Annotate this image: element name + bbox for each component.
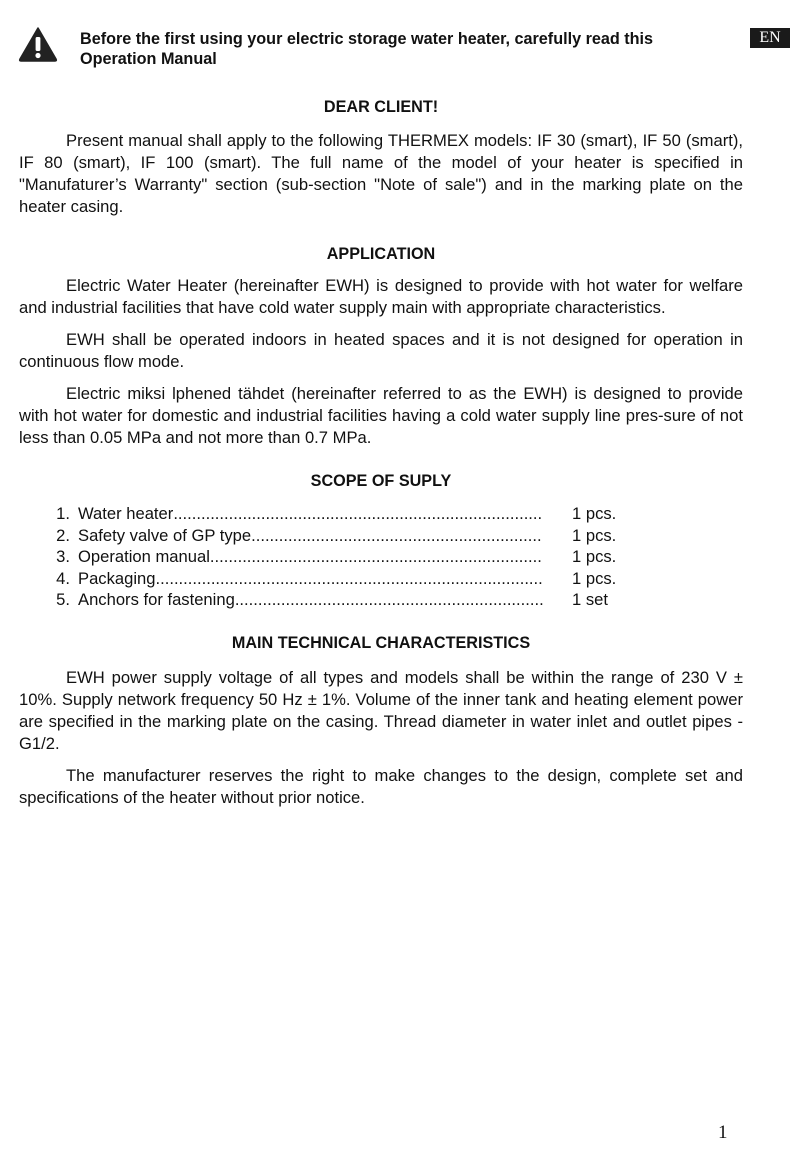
warning-triangle-icon <box>18 26 58 62</box>
leader-dots <box>235 589 543 611</box>
list-item-quantity: 1 pcs. <box>572 525 617 545</box>
leader-dots <box>251 525 543 547</box>
language-badge: EN <box>750 28 790 48</box>
list-item <box>19 525 743 547</box>
leader-dots <box>173 503 543 525</box>
scope-list <box>19 503 743 611</box>
heading-scope: SCOPE OF SUPLY <box>310 472 452 490</box>
list-item-quantity: 1 pcs. <box>572 504 617 523</box>
list-item <box>19 503 743 525</box>
list-item-label: Water heater <box>78 504 174 523</box>
paragraph-characteristics-2: The manufacturer reserves the right to make changes to the design, complete set and specifications of the heater without prior notice. <box>19 765 743 807</box>
paragraph-application-2: EWH shall be operated indoors in heated spaces and it is not designed for operation in continuous flow mode. <box>19 330 743 371</box>
list-item-number: 4. <box>56 568 70 588</box>
list-item-quantity: 1 set <box>572 590 608 609</box>
paragraph-application-3: Electric miksi lphened tähdet (hereinafter referred to as the EWH) is designed to provide with hot water for domestic and industrial facilities having a cold water supply line pres-sure of not less than 0.05 MPa and not more than 0.7 MPa. <box>19 384 743 447</box>
list-item-number: 5. <box>56 590 70 609</box>
heading-dear-client: DEAR CLIENT! <box>323 98 439 116</box>
list-item-number: 1. <box>56 504 70 523</box>
leader-dots <box>210 546 543 568</box>
list-item-label: Packaging <box>78 568 156 588</box>
paragraph-intro: Present manual shall apply to the following THERMEX models: IF 30 (smart), IF 50 (smart), IF 80 (smart), IF 100 (smart). The full name of the model of your heater is specified in "Manufaturer’s Warranty" section (sub-section "Note of sale") and in the marking plate on the heater casing. <box>19 131 743 216</box>
paragraph-application-1: Electric Water Heater (hereinafter EWH) is designed to provide with hot water for welfare and industrial facilities that have cold water supply main with appropriate characteristics. <box>19 276 743 317</box>
heading-application: APPLICATION <box>326 245 436 263</box>
list-item-label: Anchors for fastening <box>78 590 235 609</box>
list-item-quantity: 1 pcs. <box>572 568 617 588</box>
leader-dots <box>156 568 544 590</box>
page-number: 1 <box>718 1122 728 1143</box>
list-item <box>19 546 743 568</box>
list-item-label: Safety valve of GP type <box>78 525 252 545</box>
warning-title: Before the first using your electric storage water heater, carefully read this Operation Manual <box>80 30 654 68</box>
heading-characteristics: MAIN TECHNICAL CHARACTERISTICS <box>231 633 531 652</box>
main-content <box>19 96 743 809</box>
list-item <box>19 568 743 590</box>
list-item-number: 2. <box>56 525 70 545</box>
list-item-number: 3. <box>56 547 70 566</box>
list-item-label: Operation manual <box>78 547 210 566</box>
list-item-quantity: 1 pcs. <box>572 547 617 566</box>
paragraph-characteristics-1: EWH power supply voltage of all types and models shall be within the range of 230 V ± 10%. Supply network frequency 50 Hz ± 1%. Volume of the inner tank and heating element power are specified in the marking plate on the casing. Thread diameter in water inlet and outlet pipes - G1/2. <box>19 667 743 753</box>
list-item <box>19 589 743 611</box>
